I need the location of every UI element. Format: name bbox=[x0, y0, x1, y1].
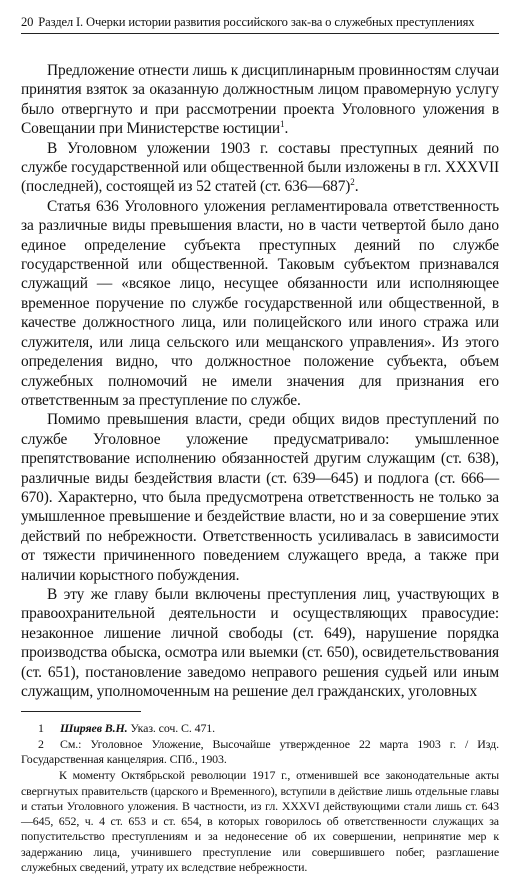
footnotes bbox=[21, 721, 499, 875]
footnote-ref-2[interactable]: 2 bbox=[350, 177, 355, 188]
footnote-ref-1[interactable]: 1 bbox=[280, 119, 285, 130]
footnote-2 bbox=[21, 737, 499, 768]
running-header bbox=[21, 14, 499, 30]
footnote-1-number: 1 bbox=[38, 721, 44, 736]
paragraph-2-text: В Уголовном уложении 1903 г. составы преступных деяний по службе государственной или общественной были изложены в гл. XXXVII (последней), состоящей из 52 статей (ст. 636—687) bbox=[21, 139, 499, 196]
paragraph-2 bbox=[21, 139, 499, 197]
footnote-1-text: Указ. соч. С. 471. bbox=[127, 721, 216, 736]
footnote-2-number: 2 bbox=[38, 736, 44, 751]
book-page bbox=[21, 14, 499, 875]
footnote-note: К моменту Октябрьской революции 1917 г., отменившей все законодательные акты свергнутых правительств (царского и Временного), вступили в действие лишь отдельные главы и статьи Уголовного уложения. В частности, из гл. XXXVI действующими стали лишь ст. 643—645, 652, ч. 4 ст. 653 и ст. 654, в которых говорилось об ответственности служащих за попустительство преступлениям и за недонесение об их совершении, непринятие мер к задержанию лица, учинившего преступление или совершившего побег, разглашение служебных сведений, утрату их вследствие небрежности. bbox=[21, 768, 499, 875]
footnote-1 bbox=[21, 721, 499, 736]
paragraph-4: Помимо превышения власти, среди общих видов преступлений по службе Уголовное уложение предусматривало: умышленное препятствование исполнению обязанностей другим служащим (ст. 638), различные виды бездействия власти (ст. 639—645) и подлога (ст. 666—670). Характерно, что была предусмотрена ответственность не только за умышленное превышение и бездействие власти, но и за совершение этих действий по небрежности. Ответственность усиливалась в зависимости от тяжести причиненного поведением служащего вреда, а также при наличии корыстного побуждения. bbox=[21, 411, 499, 584]
paragraph-5: В эту же главу были включены преступления лиц, участвующих в правоохранительной деятельности и осуществляющих правосудие: незаконное лишение личной свободы (ст. 649), нарушение порядка производства обыска, осмотра или выемки (ст. 650), освидетельствования (ст. 651), постановление заведомо неправого решения судьей или иным служащим, уполномоченным на решение дел гражданских, уголовных bbox=[21, 585, 499, 700]
header-rule bbox=[21, 33, 499, 34]
paragraph-1-text: Предложение отнести лишь к дисциплинарным провинностям случаи принятия взяток за оказанную должностным лицом правомерную услугу было отвергнуто и при рассмотрении проекта Уголовного уложения в Совещании при Министерстве юстиции bbox=[21, 62, 499, 138]
paragraph-1-end: . bbox=[284, 120, 289, 138]
paragraph-1 bbox=[21, 61, 499, 139]
footnote-2-text: См.: Уголовное Уложение, Высочайше утвержденное 22 марта 1903 г. / Изд. Государственная канцелярия. СПб., 1903. bbox=[21, 736, 499, 766]
paragraph-2-end: . bbox=[354, 178, 359, 196]
running-header-title: Раздел I. Очерки истории развития российского зак-ва о служебных преступлениях bbox=[38, 15, 475, 29]
page-number: 20 bbox=[21, 15, 34, 29]
footnote-rule bbox=[21, 711, 141, 712]
paragraph-3: Статья 636 Уголовного уложения регламентировала ответственность за различные виды превышения власти, но в части четвертой было дано единое определение субъекта преступных деяний по службе государственной или общественной. Таковым субъектом признавался служащий — «всякое лицо, несущее обязанности или исполняющее временное поручение по службе государственной или общественной, в качестве должностного лица, или полицейского или иного стража или служителя, или лица сельского или мещанского управления». Из этого определения видно, что должностное положение субъекта, объем служебных полномочий не имели значения для признания его ответственным за преступление по службе. bbox=[21, 197, 499, 409]
footnote-1-author: Ширяев В.Н. bbox=[60, 721, 128, 736]
main-text bbox=[21, 61, 499, 701]
